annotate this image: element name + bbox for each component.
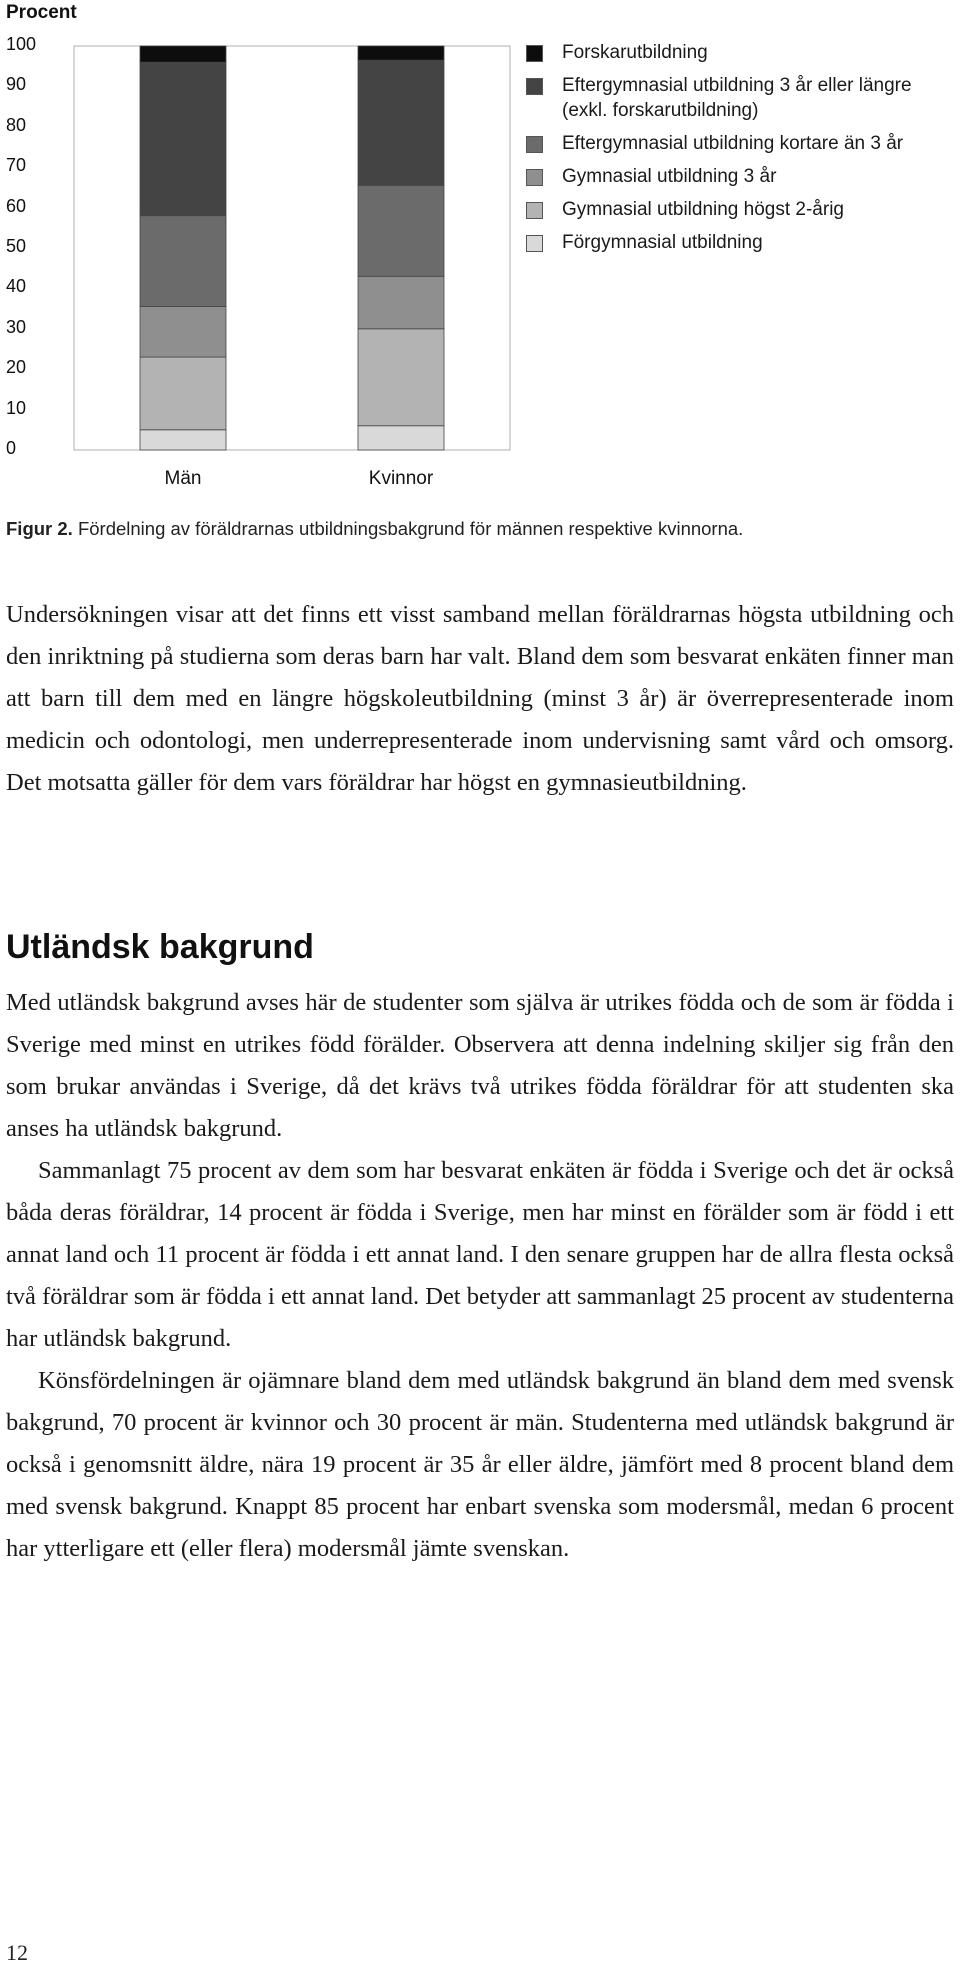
bar-segment xyxy=(140,216,226,307)
legend-item xyxy=(524,230,954,255)
chart-legend xyxy=(524,40,954,263)
figure-caption xyxy=(6,518,743,540)
legend-label: Eftergymnasial utbildning 3 år eller längre (exkl. forskarutbildning) xyxy=(562,75,912,121)
paragraph: Sammanlagt 75 procent av dem som har besvarat enkäten är födda i Sverige och det är också båda deras föräldrar, 14 procent är födda i Sverige, men har minst en förälder som är född i ett annat land och 11 procent är födda i ett annat land. I den senare gruppen har de allra flesta också två föräldrar som är födda i ett annat land. Det betyder att sammanlagt 25 procent av studenterna har utländsk bakgrund. xyxy=(6,1157,954,1352)
y-tick-label: 70 xyxy=(6,155,27,176)
intro-text xyxy=(6,594,954,804)
y-tick-label: 30 xyxy=(6,316,27,337)
plot-frame xyxy=(74,46,510,450)
legend-label: Eftergymnasial utbildning kortare än 3 år xyxy=(562,133,904,154)
bar-segment xyxy=(140,62,226,216)
legend-item xyxy=(524,197,954,222)
legend-item xyxy=(524,73,954,123)
bar-segment xyxy=(358,46,444,60)
x-category-label: Män xyxy=(164,468,202,489)
legend-label: Gymnasial utbildning högst 2-årig xyxy=(562,199,844,220)
legend-swatch xyxy=(526,78,543,95)
section-text xyxy=(6,982,954,1570)
legend-label: Forskarutbildning xyxy=(562,42,708,63)
legend-label: Förgymnasial utbildning xyxy=(562,232,763,253)
y-tick-label: 40 xyxy=(6,276,27,297)
bar-segment xyxy=(358,329,444,426)
y-tick-label: 10 xyxy=(6,397,27,418)
legend-swatch xyxy=(526,45,543,62)
paragraph: Med utländsk bakgrund avses här de studenter som själva är utrikes födda och de som är födda i Sverige med minst en utrikes född förälder. Observera att denna indelning skiljer sig från den som brukar användas i Sverige, då det krävs två utrikes födda föräldrar för att studenten ska anses ha utländsk bakgrund. xyxy=(6,989,954,1142)
x-category-label: Kvinnor xyxy=(368,468,434,489)
legend-item xyxy=(524,40,954,65)
bar-segment xyxy=(358,185,444,276)
paragraph: Könsfördelningen är ojämnare bland dem med utländsk bakgrund än bland dem med svensk bakgrund, 70 procent är kvinnor och 30 procent är män. Studenterna med utländsk bakgrund är också i genomsnitt äldre, nära 19 procent är 35 år eller äldre, jämfört med 8 procent bland dem med svensk bakgrund. Knappt 85 procent har enbart svenska som modersmål, medan 6 procent har ytterligare ett (eller flera) modersmål jämte svenskan. xyxy=(6,1367,954,1562)
bar-segment xyxy=(140,357,226,430)
y-tick-label: 0 xyxy=(6,438,17,458)
legend-swatch xyxy=(526,136,543,153)
legend-swatch xyxy=(526,202,543,219)
bar-segment xyxy=(358,276,444,329)
y-tick-label: 90 xyxy=(6,74,27,95)
bar-segment xyxy=(140,307,226,358)
legend-item xyxy=(524,131,954,156)
chart-y-axis-label: Procent xyxy=(6,2,77,23)
y-tick-label: 60 xyxy=(6,195,27,216)
bar-segment xyxy=(140,430,226,450)
bar-segment xyxy=(358,60,444,185)
y-tick-label: 80 xyxy=(6,114,27,135)
section-heading: Utländsk bakgrund xyxy=(6,928,314,966)
legend-label: Gymnasial utbildning 3 år xyxy=(562,166,777,187)
bar-segment xyxy=(140,46,226,62)
legend-swatch xyxy=(526,235,543,252)
bar-segment xyxy=(358,426,444,450)
paragraph: Undersökningen visar att det finns ett visst samband mellan föräldrarnas högsta utbildning och den inriktning på studierna som deras barn har valt. Bland dem som besvarat enkäten finner man att barn till dem med en längre högskoleutbildning (minst 3 år) är överrepresenterade inom medicin och odontologi, men underrepresenterade inom undervisning samt vård och omsorg. Det motsatta gäller för dem vars föräldrar har högst en gymnasieutbildning. xyxy=(6,601,954,796)
page-number: 12 xyxy=(6,1940,28,1965)
figure-caption-text: Fördelning av föräldrarnas utbildningsbakgrund för männen respektive kvinnorna. xyxy=(72,518,744,539)
figure-caption-label: Figur 2. xyxy=(6,518,73,539)
y-tick-label: 20 xyxy=(6,357,27,378)
y-tick-label: 50 xyxy=(6,236,27,256)
legend-item xyxy=(524,164,954,189)
y-tick-label: 100 xyxy=(6,34,37,54)
legend-swatch xyxy=(526,169,543,186)
